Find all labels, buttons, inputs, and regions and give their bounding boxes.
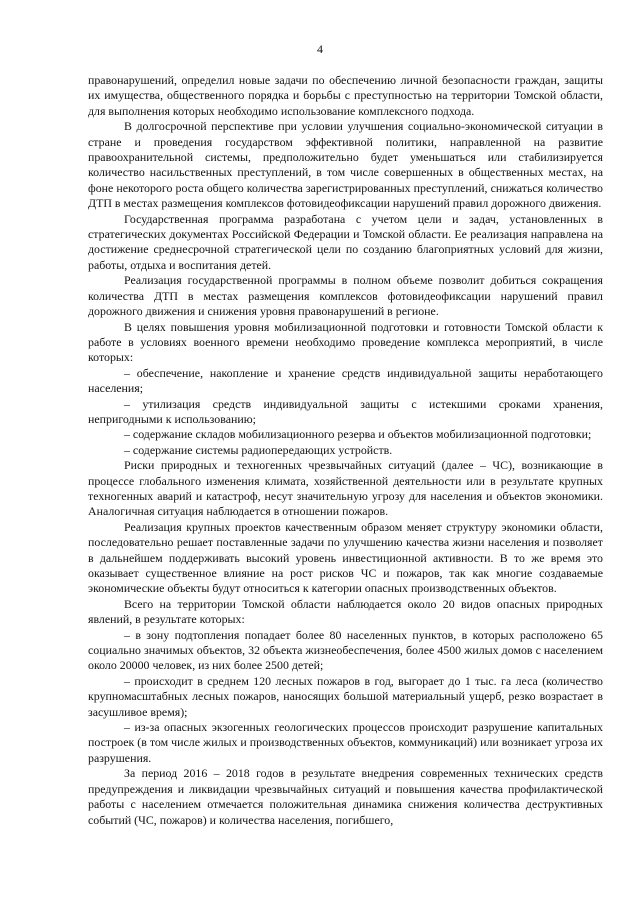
page-number: 4 <box>317 42 323 56</box>
paragraph-long-term-outlook: В долгосрочной перспективе при условии улучшения социально-экономической ситуации в стране и проведения государством эффективной политики, направленной на развитие правоохранительной системы, предположительно будет уменьшаться или стабилизируется количество насильственных преступлений, в том числе совершенных в общественных местах, на фоне некоторого роста общего количества зарегистрированных преступлений, снижаться количество ДТП в местах размещения комплексов фотовидеофиксации нарушений правил дорожного движения. <box>88 119 603 211</box>
paragraph-program-basis: Государственная программа разработана с учетом цели и задач, установленных в стратегических документах Российской Федерации и Томской области. Ее реализация направлена на достижение среднесрочной стратегической цели по созданию благоприятных условий для жизни, работы, отдыха и воспитания детей. <box>88 211 603 272</box>
list-item: – утилизация средств индивидуальной защиты с истекшими сроками хранения, непригодными к использованию; <box>88 396 603 426</box>
list-item: – содержание складов мобилизационного резерва и объектов мобилизационной подготовки; <box>124 427 592 442</box>
paragraph-mobilization: В целях повышения уровня мобилизационной подготовки и готовности Томской области к работе в условиях военного времени необходимо проведение комплекса мероприятий, в числе которых: <box>88 319 603 365</box>
paragraph-continuation: правонарушений, определил новые задачи по обеспечению личной безопасности граждан, защиты их имущества, общественного порядка и борьбы с преступностью на территории Томской области, для выполнения которых необходимо использование комплексного подхода. <box>88 73 603 118</box>
list-item: – в зону подтопления попадает более 80 населенных пунктов, в которых расположено 65 социально значимых объектов, 32 объекта жизнеобеспечения, более 4500 жилых домов с населением около 20000 человек, из них более 2500 детей; <box>88 627 603 673</box>
paragraph-emergency-risks: Риски природных и техногенных чрезвычайных ситуаций (далее – ЧС), возникающие в процессе глобального изменения климата, хозяйственной деятельности или в результате крупных техногенных аварий и катастроф, несут значительную угрозу для населения и объектов экономики. Аналогичная ситуация наблюдается в отношении пожаров. <box>88 458 603 519</box>
list-item: – содержание системы радиопередающих устройств. <box>124 442 393 457</box>
list-item: – обеспечение, накопление и хранение средств индивидуальной защиты неработающего населения; <box>88 365 603 396</box>
list-item: – происходит в среднем 120 лесных пожаров в год, выгорает до 1 тыс. га леса (количество крупномасштабных лесных пожаров, наносящих большой материальный ущерб, резко возрастает в засушливое время); <box>88 673 603 719</box>
document-body <box>88 73 603 828</box>
paragraph-natural-hazards: Всего на территории Томской области наблюдается около 20 видов опасных природных явлений, в результате которых: <box>88 596 603 627</box>
list-item: – из-за опасных экзогенных геологических процессов происходит разрушение капитальных построек (в том числе жилых и производственных объектов, коммуникаций) или возникает угроза их разрушения. <box>88 720 603 765</box>
paragraph-period-results: За период 2016 – 2018 годов в результате внедрения современных технических средств предупреждения и ликвидации чрезвычайных ситуаций и повышения качества профилактической работы с населением отмечается положительная динамика снижения количества деструктивных событий (ЧС, пожаров) и количества населения, погибшего, <box>88 766 603 827</box>
paragraph-program-effect: Реализация государственной программы в полном объеме позволит добиться сокращения количества ДТП в местах размещения комплексов фотовидеофиксации нарушений правил дорожного движения и снижения уровня правонарушений в регионе. <box>88 273 603 319</box>
paragraph-large-projects: Реализация крупных проектов качественным образом меняет структуру экономики области, последовательно решает поставленные задачи по улучшению качества жизни населения и позволяет в дальнейшем поддерживать высокий уровень инвестиционной активности. В то же время это оказывает существенное влияние на рост рисков ЧС и пожаров, так как многие создаваемые экономические объекты будут относиться к категории опасных производственных объектов. <box>88 519 603 596</box>
